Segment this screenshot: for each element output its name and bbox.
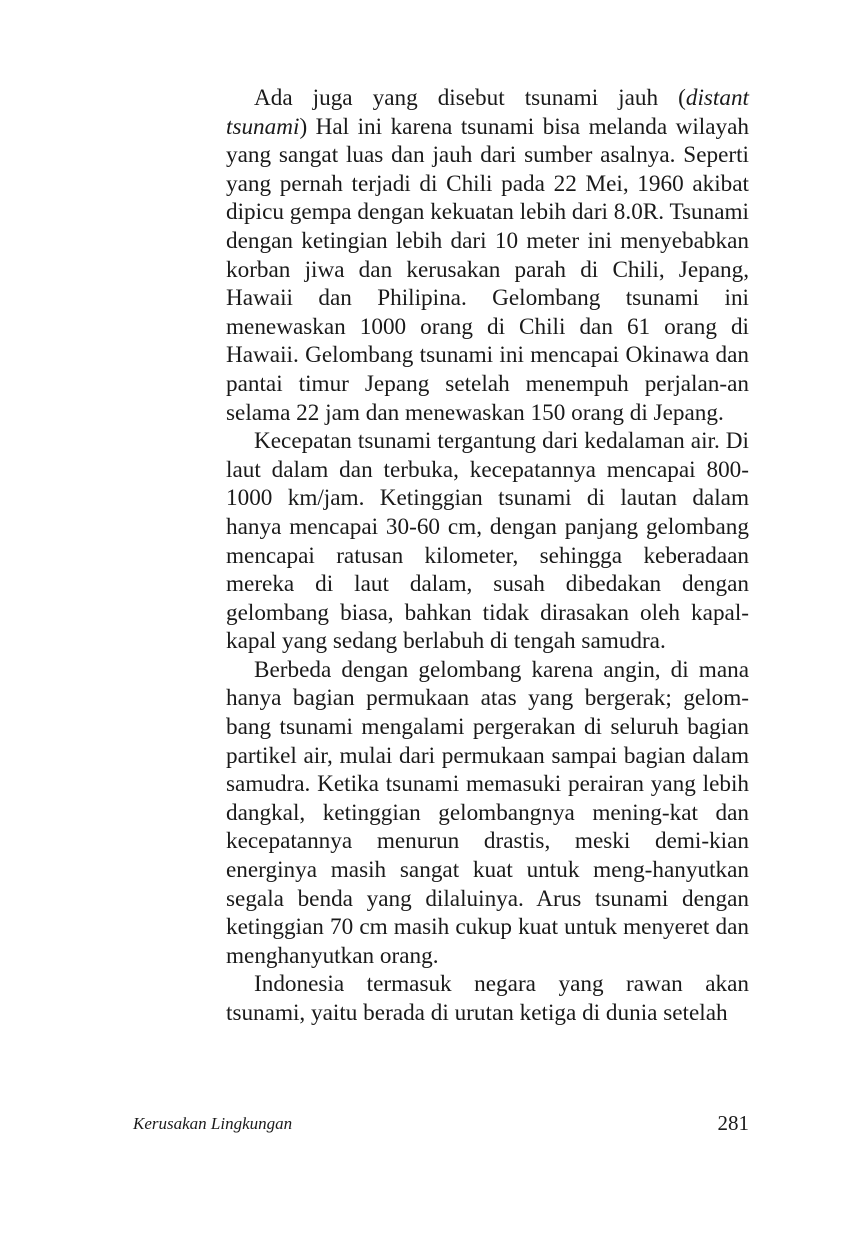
paragraph-indonesia: Indonesia termasuk negara yang rawan akan tsunami, yaitu berada di urutan ketiga di dunia setelah [226, 971, 749, 1026]
body-text [226, 84, 749, 1028]
paragraph-distant-tsunami [226, 84, 749, 427]
paragraph-text-lead: Ada juga yang disebut tsunami jauh ( [254, 85, 686, 111]
paragraph-wave-motion: Berbeda dengan gelombang karena angin, di mana hanya bagian permukaan atas yang bergerak; gelom-bang tsunami mengalami pergerakan di seluruh bagian partikel air, mulai dari permukaan sampai bagian dalam samudra. Ketika tsunami memasuki perairan yang lebih dangkal, ketinggian gelombangnya mening-kat dan kecepatannya menurun drastis, meski demi-kian energinya masih sangat kuat untuk meng-hanyutkan segala benda yang dilaluinya. Arus tsunami dengan ketinggian 70 cm masih cukup kuat untuk menyeret dan menghanyutkan orang. [226, 656, 749, 969]
page-number: 281 [717, 1111, 749, 1135]
emphasized-term: distant tsunami [226, 85, 749, 140]
paragraph-text-rest: ) Hal ini karena tsunami bisa melanda wilayah yang sangat luas dan jauh dari sumber asalnya. Seperti yang pernah terjadi di Chili pada 22 Mei, 1960 akibat dipicu gempa dengan kekuatan lebih dari 8.0R. Tsunami dengan ketingian lebih dari 10 meter ini menyebabkan korban jiwa dan kerusakan parah di Chili, Jepang, Hawaii dan Philipina. Gelombang tsunami ini menewaskan 1000 orang di Chili dan 61 orang di Hawaii. Gelombang tsunami ini mencapai Okinawa dan pantai timur Jepang setelah menempuh perjalan-an selama 22 jam dan menewaskan 150 orang di Jepang. [226, 113, 749, 426]
paragraph-tsunami-speed: Kecepatan tsunami tergantung dari kedalaman air. Di laut dalam dan terbuka, kecepatannya mencapai 800-1000 km/jam. Ketinggian tsunami di lautan dalam hanya mencapai 30-60 cm, dengan panjang gelombang mencapai ratusan kilometer, sehingga keberadaan mereka di laut dalam, susah dibedakan dengan gelombang biasa, bahkan tidak dirasakan oleh kapal-kapal yang sedang berlabuh di tengah samudra. [226, 428, 749, 655]
running-footer-title: Kerusakan Lingkungan [133, 1114, 293, 1133]
